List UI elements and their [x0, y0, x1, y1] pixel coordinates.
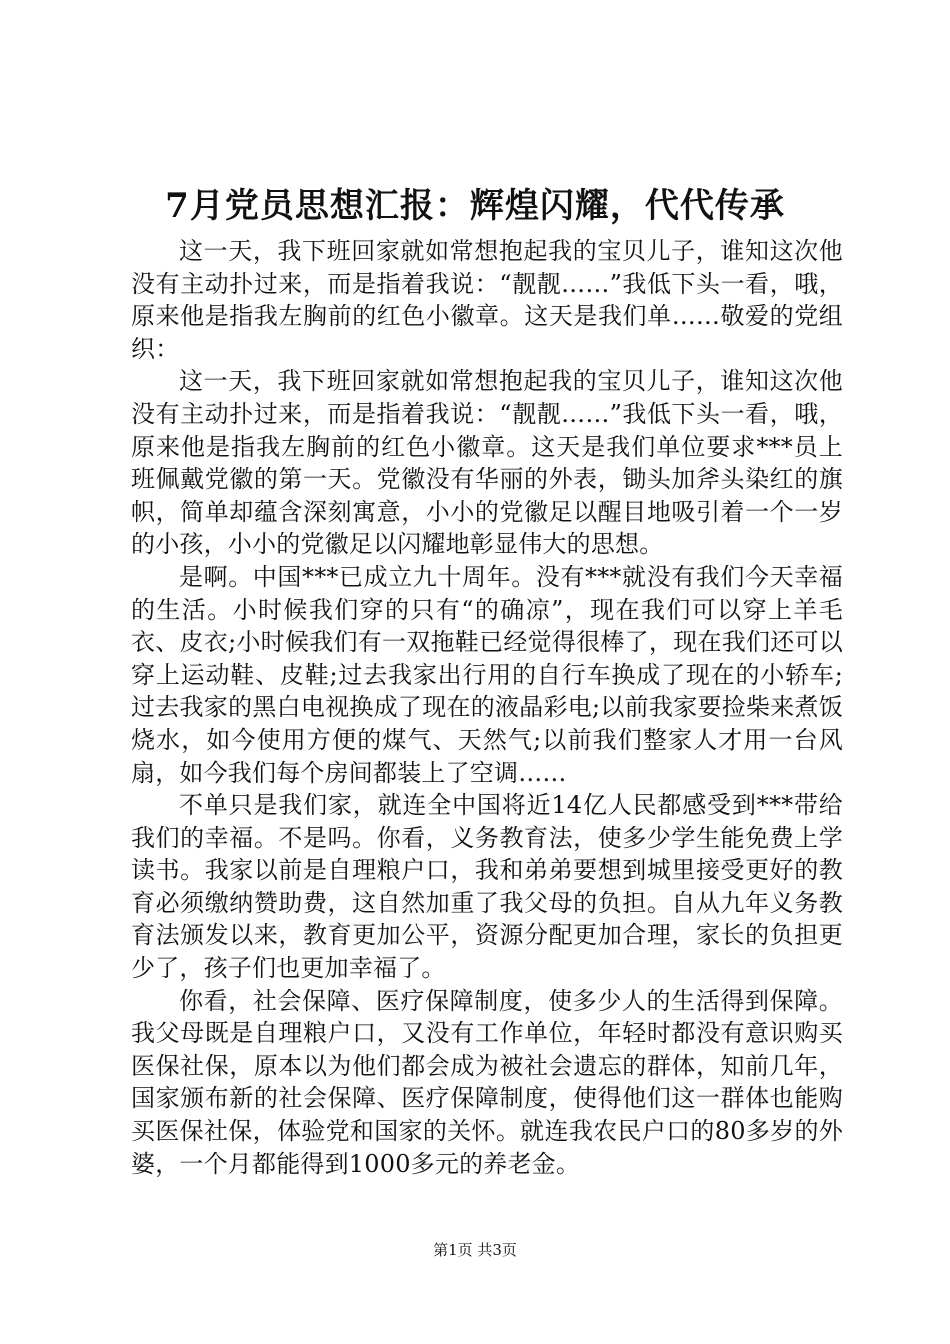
paragraph-2: 这一天，我下班回家就如常想抱起我的宝贝儿子，谁知这次他没有主动扑过来，而是指着我说：“靓靓……”我低下头一看，哦，原来他是指我左胸前的红色小徽章。这天是我们单位要求***员上班佩戴党徽的第一天。党徽没有华丽的外表，锄头加斧头染红的旗帜，简单却蕴含深刻寓意，小小的党徽足以醒目地吸引着一个一岁的小孩，小小的党徽足以闪耀地彰显伟大的思想。 — [131, 367, 843, 559]
paragraph-3: 是啊。中国***已成立九十周年。没有***就没有我们今天幸福的生活。小时候我们穿的只有“的确凉”，现在我们可以穿上羊毛衣、皮衣;小时候我们有一双拖鞋已经觉得很棒了，现在我们还可以穿上运动鞋、皮鞋;过去我家出行用的自行车换成了现在的小轿车;过去我家的黑白电视换成了现在的液晶彩电;以前我家要捡柴来煮饭烧水，如今使用方便的煤气、天然气;以前我们整家人才用一台风扇，如今我们每个房间都装上了空调…… — [131, 562, 843, 787]
page-title: 7月党员思想汇报：辉煌闪耀，代代传承 — [165, 186, 785, 226]
paragraph-5: 你看，社会保障、医疗保障制度，使多少人的生活得到保障。我父母既是自理粮户口，又没有工作单位，年轻时都没有意识购买医保社保，原本以为他们都会成为被社会遗忘的群体，知前几年，国家颁布新的社会保障、医疗保障制度，使得他们这一群体也能购买医保社保，体验党和国家的关怀。就连我农民户口的80多岁的外婆，一个月都能得到1000多元的养老金。 — [131, 986, 843, 1178]
page-footer: 第1页 共3页 — [433, 1241, 517, 1259]
paragraph-4: 不单只是我们家，就连全中国将近14亿人民都感受到***带给我们的幸福。不是吗。你看，义务教育法，使多少学生能免费上学读书。我家以前是自理粮户口，我和弟弟要想到城里接受更好的教育必须缴纳赞助费，这自然加重了我父母的负担。自从九年义务教育法颁发以来，教育更加公平，资源分配更加合理，家长的负担更少了，孩子们也更加幸福了。 — [131, 791, 843, 983]
document-body — [131, 235, 843, 1180]
paragraph-1: 这一天，我下班回家就如常想抱起我的宝贝儿子，谁知这次他没有主动扑过来，而是指着我说：“靓靓……”我低下头一看，哦，原来他是指我左胸前的红色小徽章。这天是我们单……敬爱的党组织： — [131, 237, 843, 363]
